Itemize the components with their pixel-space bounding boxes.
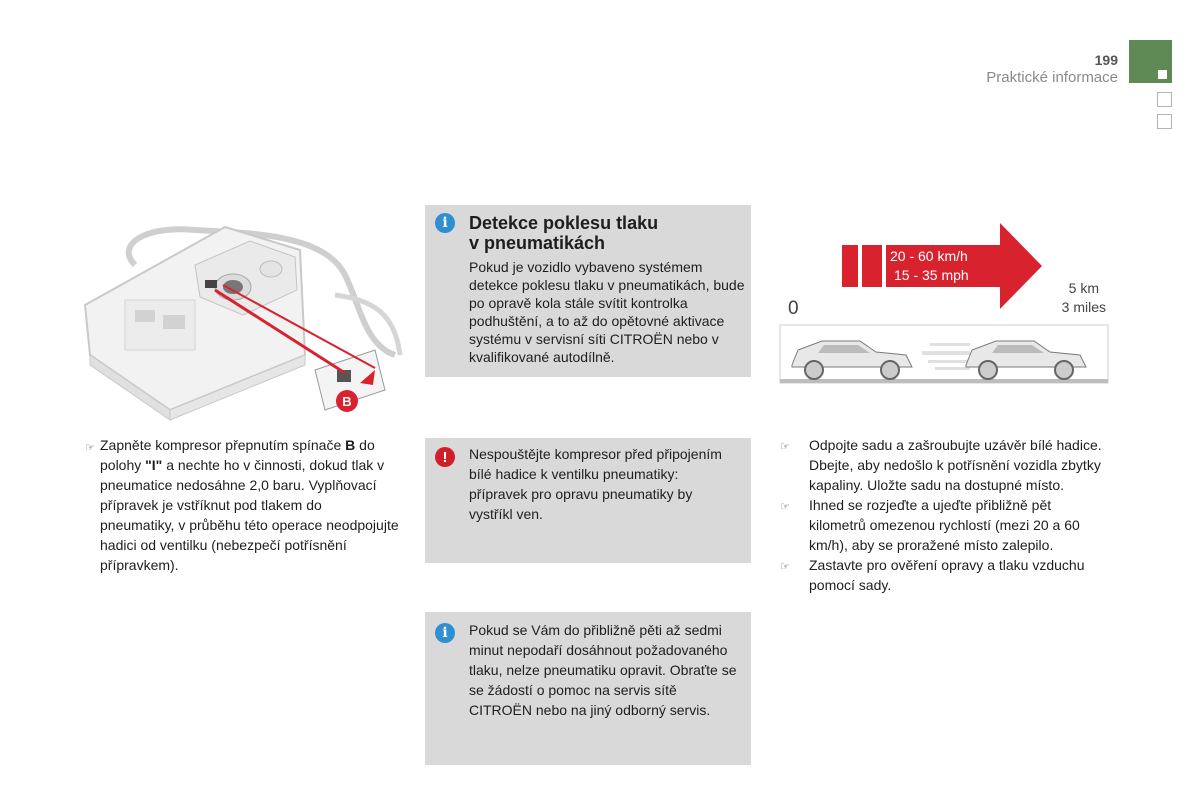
distance-miles: 3 miles (1061, 299, 1106, 315)
compressor-instructions: Zapněte kompresor přepnutím spínače B do polohy "I" a nechte ho v činnosti, dokud tlak v pneumatice nedosáhne 2,0 baru. Vyplňovací přípravek je vstříknut pod tlakem do pneumatiky, v průběhu této operace neodpojujte hadici od ventilku (nebezpečí potřísnění přípravkem). (100, 437, 399, 573)
speed-mph-label: 15 - 35 mph (894, 267, 969, 283)
bullet-icon: ☞ (85, 442, 95, 454)
heading-line: Detekce poklesu tlaku (469, 213, 659, 233)
list-item-text: Ihned se rozjeďte a ujeďte přibližně pět kilometrů omezenou rychlostí (mezi 20 a 60 km/h), aby se proražené místo zalepilo. (809, 497, 1080, 553)
chapter-tab-active[interactable] (1129, 40, 1172, 83)
info-panel-heading (469, 213, 739, 253)
speed-arrow-bar (862, 245, 882, 287)
list-item (780, 455, 1105, 495)
info-icon: i (435, 623, 455, 643)
warning-icon: ! (435, 447, 455, 467)
start-label: 0 (788, 298, 799, 319)
heading-line: v pneumatikách (469, 233, 606, 253)
bullet-icon: ☞ (780, 441, 790, 453)
info-icon: i (435, 213, 455, 233)
compressor-illustration (75, 205, 405, 425)
speed-arrow-bar (842, 245, 858, 287)
list-item-text: Dbejte, aby nedošlo k potřísnění vozidla zbytky kapaliny. Uložte sadu na dostupné místo. (809, 457, 1101, 493)
bullet-icon (780, 455, 809, 495)
list-item-text: Zastavte pro ověření opravy a tlaku vzduchu pomocí sady. (809, 557, 1085, 593)
chapter-tab-marker (1157, 114, 1172, 129)
list-item-text: Odpojte sadu a zašroubujte uzávěr bílé hadice. (809, 437, 1102, 453)
list-item (780, 435, 1105, 455)
info-panel-text: Pokud je vozidlo vybaveno systémem detekce poklesu tlaku v pneumatikách, bude po opravě kola stále svítit kontrolka podhuštění, a to až do opětovné aktivace systému v servisní síti CITROËN nebo v kvalifikované autodílně. (469, 259, 745, 365)
speed-kmh-label: 20 - 60 km/h (890, 248, 968, 264)
speed-arrow (886, 223, 1042, 309)
chapter-tab-marker (1157, 92, 1172, 107)
page-number: 199 (1094, 52, 1118, 68)
bullet-icon: ☞ (780, 501, 790, 513)
switch-b-label: B (342, 394, 352, 409)
list-item (780, 555, 1105, 595)
speed-diagram (770, 215, 1120, 390)
list-item (780, 495, 1105, 555)
distance-km: 5 km (1068, 280, 1099, 296)
bullet-icon: ☞ (780, 561, 790, 573)
info-panel-pressure-text: Pokud se Vám do přibližně pěti až sedmi minut nepodaří dosáhnout požadovaného tlaku, nelze pneumatiku opravit. Obraťte se se žádostí o pomoc na servis sítě CITROËN nebo na jiný odborný servis. (469, 622, 737, 718)
warning-text: Nespouštějte kompresor před připojením bílé hadice k ventilku pneumatiky: přípravek pro opravu pneumatiky by vystříkl ven. (469, 446, 722, 522)
section-title: Praktické informace (986, 69, 1118, 86)
instruction-list (780, 435, 1105, 595)
